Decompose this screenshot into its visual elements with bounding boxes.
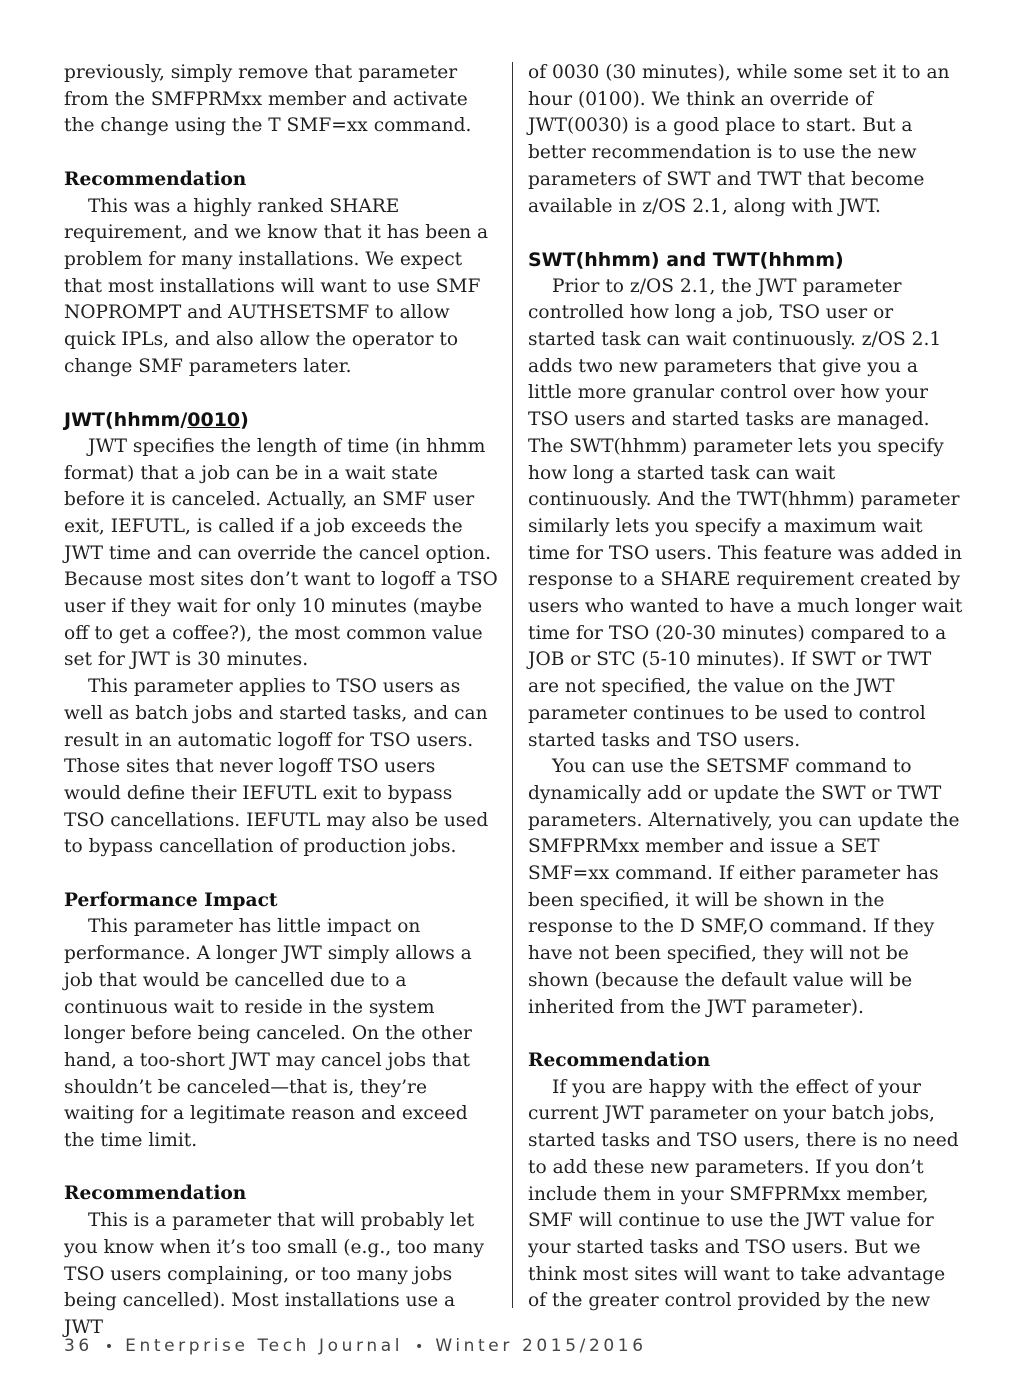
performance-impact-paragraph: This parameter has little impact on performance. A longer JWT simply allows a job that would be cancelled due to a continuous wait to reside in the system longer before being canceled. On the other hand, a too-short JWT may cancel jobs that shouldn’t be canceled—that is, they’re waiting for a legitimate reason and exceed the time limit. bbox=[64, 916, 472, 1152]
jwt-heading-prefix: JWT(hhmm/ bbox=[64, 409, 188, 432]
column-divider bbox=[512, 62, 513, 1308]
swt-twt-section-heading: SWT(hhmm) and TWT(hhmm) bbox=[528, 248, 844, 271]
recommendation-paragraph-3: If you are happy with the effect of your current JWT parameter on your batch jobs, started tasks and TSO users, there is no need to add these new parameters. If you don’t include them in your SMFPRMxx member, SMF will continue to use the JWT value for your started tasks and TSO users. But we think most sites will want to take advantage of the greater control provided by the new bbox=[528, 1076, 959, 1312]
footer-separator-1: • bbox=[104, 1339, 114, 1355]
footer-separator-2: • bbox=[415, 1339, 424, 1355]
issue-date: Winter 2015/2016 bbox=[435, 1336, 647, 1356]
jwt-paragraph-1: JWT specifies the length of time (in hhmm format) that a job can be in a wait state before it is canceled. Actually, an SMF user exit, IEFUTL, is called if a job exceeds the JWT time and can override the cancel option. Because most sites don’t want to logoff a TSO user if they wait for only 10 minutes (maybe off to get a coffee?), the most common value set for JWT is 30 minutes. bbox=[64, 435, 498, 671]
page-number: 36 bbox=[64, 1336, 93, 1356]
publication-name: Enterprise Tech Journal bbox=[125, 1336, 404, 1356]
page-footer bbox=[64, 1336, 647, 1356]
recommendation-heading-1: Recommendation bbox=[64, 168, 247, 190]
performance-impact-heading: Performance Impact bbox=[64, 889, 278, 911]
jwt-paragraph-2: This parameter applies to TSO users as well as batch jobs and started tasks, and can result in an automatic logoff for TSO users. Those sites that never logoff TSO users would define their IEFUTL exit to bypass TSO cancellations. IEFUTL may also be used to bypass cancellation of production jobs. bbox=[64, 676, 489, 858]
swt-twt-paragraph-2: You can use the SETSMF command to dynamically add or update the SWT or TWT parameters. Alternatively, you can update the SMFPRMxx member and issue a SET SMF=xx command. If either parameter has been specified, it will be shown in the response to the D SMF,O command. If they have not been specified, they will not be shown (because the default value will be inherited from the JWT parameter). bbox=[528, 756, 960, 1018]
recommendation-paragraph-1: This was a highly ranked SHARE requirement, and we know that it has been a problem for many installations. We expect that most installations will want to use SMF NOPROMPT and AUTHSETSMF to allow quick IPLs, and also allow the operator to change SMF parameters later. bbox=[64, 195, 489, 377]
recommendation-heading-3: Recommendation bbox=[528, 1049, 711, 1071]
swt-twt-paragraph-1: Prior to z/OS 2.1, the JWT parameter controlled how long a job, TSO user or started task can wait continuously. z/OS 2.1 adds two new parameters that give you a little more granular control over how your TSO users and started tasks are managed. The SWT(hhmm) parameter lets you specify how long a started task can wait continuously. And the TWT(hhmm) parameter similarly lets you specify a maximum wait time for TSO users. This feature was added in response to a SHARE requirement created by users who wanted to have a much longer wait time for TSO (20-30 minutes) compared to a JOB or STC (5-10 minutes). If SWT or TWT are not specified, the value on the JWT parameter continues to be used to control started tasks and TSO users. bbox=[528, 275, 963, 751]
right-column bbox=[528, 60, 964, 1315]
recommendation-paragraph-2: This is a parameter that will probably let you know when it’s too small (e.g., too many TSO users complaining, or too many jobs being cancelled). Most installations use a JWT bbox=[64, 1210, 485, 1338]
recommendation-heading-2: Recommendation bbox=[64, 1183, 247, 1205]
jwt-section-heading bbox=[64, 407, 498, 434]
continuation-paragraph: of 0030 (30 minutes), while some set it to an hour (0100). We think an override of JWT(0030) is a good place to start. But a better recommendation is to use the new parameters of SWT and TWT that become available in z/OS 2.1, along with JWT. bbox=[528, 62, 950, 217]
left-column bbox=[64, 60, 498, 1342]
intro-paragraph: previously, simply remove that parameter from the SMFPRMxx member and activate the change using the T SMF=xx command. bbox=[64, 62, 472, 137]
jwt-heading-default: 0010 bbox=[187, 409, 241, 432]
jwt-heading-suffix: ) bbox=[240, 409, 249, 432]
